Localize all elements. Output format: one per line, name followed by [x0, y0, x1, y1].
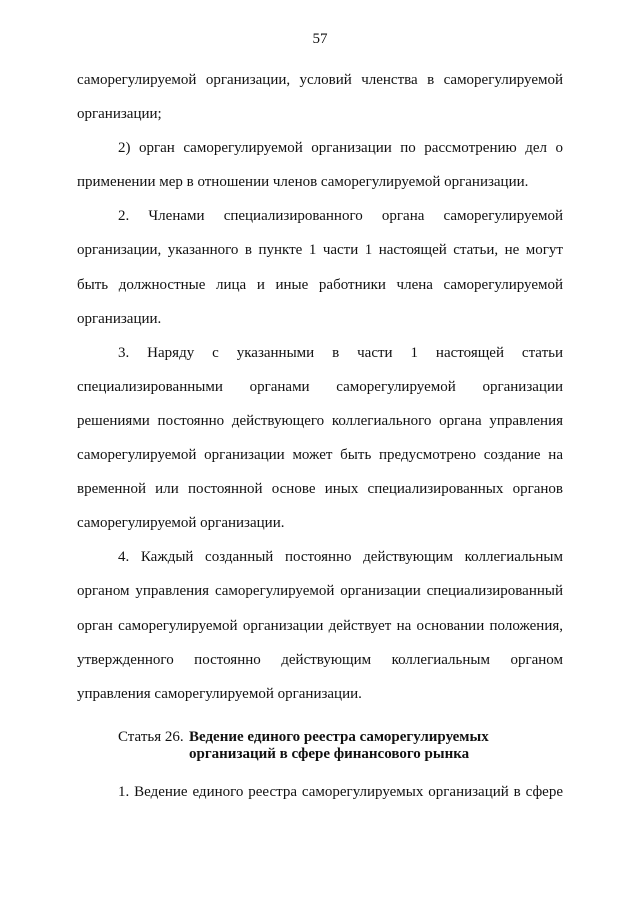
page-number: 57 [312, 31, 328, 47]
article-number: Статья 26. [118, 729, 184, 745]
document-body [77, 63, 563, 711]
article-title-line-1: Ведение единого реестра саморегулируемых [189, 729, 489, 745]
article-title [189, 729, 559, 763]
paragraph-part-4: 4. Каждый созданный постоянно действующим коллегиальным органом управления саморегулируемой организации специализированный орган саморегулируемой организации действует на основании положения, утвержденного постоянно действующим коллегиальным органом управления саморегулируемой организации. [77, 549, 563, 702]
paragraph-article-26-part-1: 1. Ведение единого реестра саморегулируемых организаций в сфере [118, 784, 563, 800]
article-title-line-2: организаций в сфере финансового рынка [189, 746, 470, 762]
paragraph-continuation: саморегулируемой организации, условий членства в саморегулируемой организации; [77, 72, 563, 123]
paragraph-part-2: 2. Членами специализированного органа саморегулируемой организации, указанного в пункте 1 части 1 настоящей статьи, не могут быть должностные лица и иные работники члена саморегулируемой организации. [77, 208, 563, 327]
paragraph-part-3: 3. Наряду с указанными в части 1 настоящей статьи специализированными органами саморегулируемой организации решениями постоянно действующего коллегиального органа управления саморегулируемой организации может быть предусмотрено создание на временной или постоянной основе иных специализированных органов саморегулируемой организации. [77, 344, 563, 532]
paragraph-item-2: 2) орган саморегулируемой организации по рассмотрению дел о применении мер в отношении членов саморегулируемой организации. [77, 140, 563, 191]
